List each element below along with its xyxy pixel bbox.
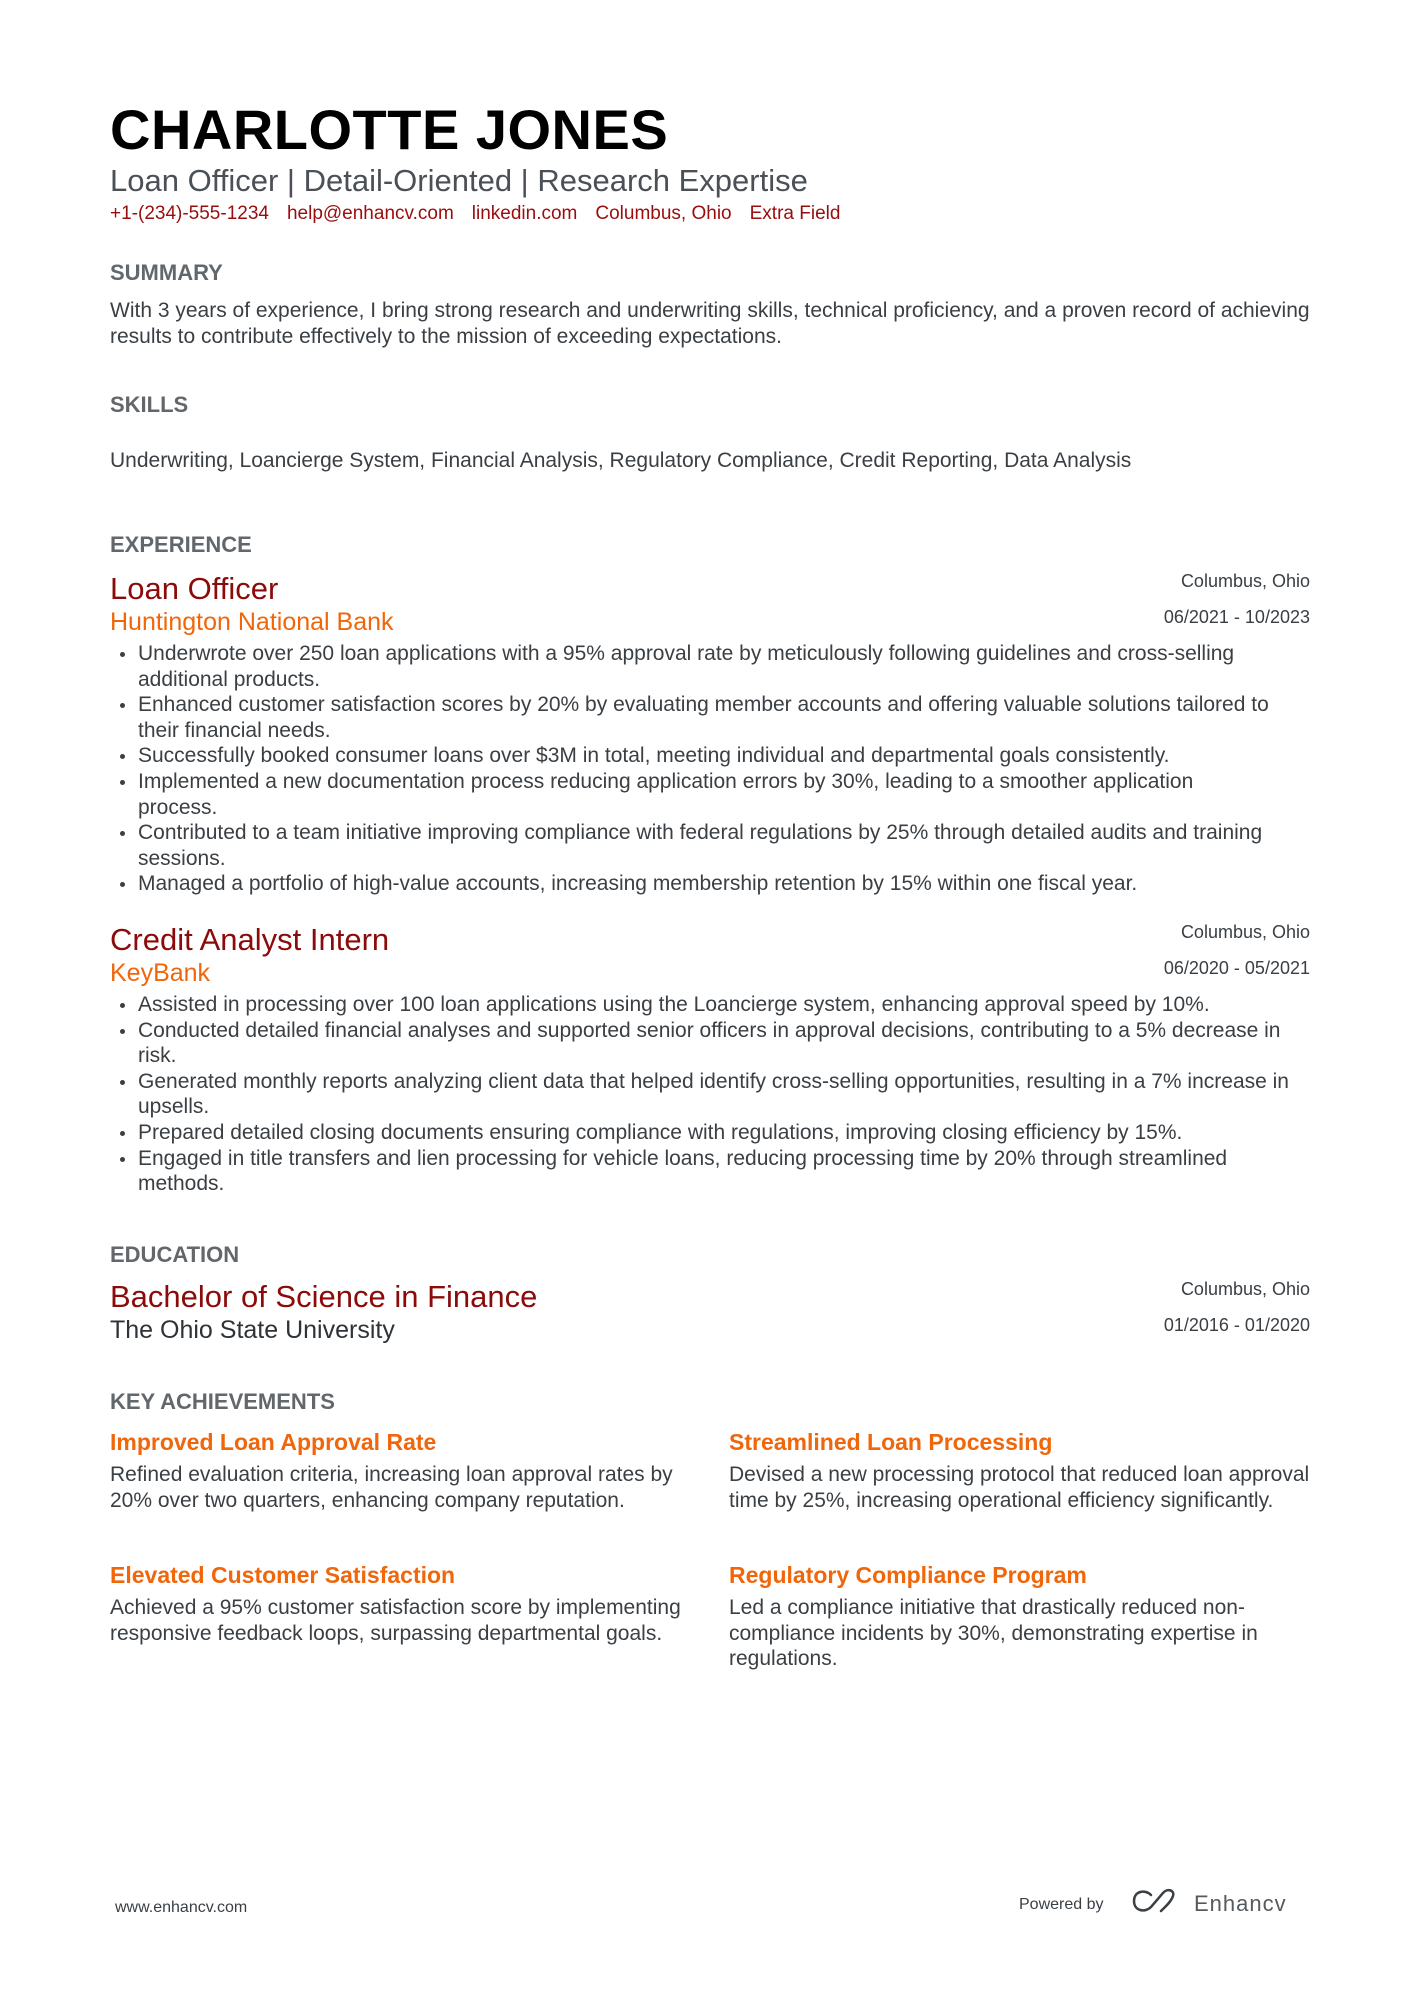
bullet: Managed a portfolio of high-value accounts, increasing membership retention by 15% within one fiscal year. bbox=[110, 871, 1270, 897]
achievement-title: Elevated Customer Satisfaction bbox=[110, 1562, 456, 1588]
achievement-text: Devised a new processing protocol that reduced loan approval time by 25%, increasing operational efficiency significantly. bbox=[729, 1463, 1310, 1512]
achievement-text: Refined evaluation criteria, increasing loan approval rates by 20% over two quarters, enhancing company reputation. bbox=[110, 1463, 673, 1512]
achievement-item bbox=[110, 1561, 700, 1646]
achievement-title: Regulatory Compliance Program bbox=[729, 1562, 1087, 1588]
bullet: Engaged in title transfers and lien processing for vehicle loans, reducing processing time by 20% through streamlined methods. bbox=[110, 1146, 1310, 1197]
linkedin-link[interactable]: linkedin.com bbox=[471, 203, 578, 224]
powered-by: Powered by bbox=[1019, 1896, 1104, 1913]
contact-bar bbox=[110, 202, 1310, 226]
job-dates: 06/2021 - 10/2023 bbox=[1163, 607, 1310, 627]
skills-heading: SKILLS bbox=[110, 392, 189, 417]
degree: Bachelor of Science in Finance bbox=[110, 1279, 538, 1314]
achievement-item bbox=[729, 1428, 1319, 1513]
headline: Loan Officer | Detail-Oriented | Research Expertise bbox=[110, 163, 808, 198]
job-bullets bbox=[110, 992, 1310, 1197]
education-entry bbox=[110, 1279, 1310, 1345]
job-dates: 06/2020 - 05/2021 bbox=[1163, 958, 1310, 978]
achievements-heading: KEY ACHIEVEMENTS bbox=[110, 1389, 335, 1414]
job-location: Columbus, Ohio bbox=[1180, 922, 1310, 942]
phone-link[interactable]: +1-(234)-555-1234 bbox=[110, 203, 269, 224]
bullet: Assisted in processing over 100 loan applications using the Loancierge system, enhancing approval speed by 10%. bbox=[110, 992, 1310, 1018]
achievement-text: Led a compliance initiative that drastically reduced non-compliance incidents by 30%, demonstrating expertise in regulations. bbox=[729, 1596, 1258, 1671]
bullet: Underwrote over 250 loan applications with a 95% approval rate by meticulously following guidelines and cross-selling additional products. bbox=[110, 641, 1270, 692]
summary-text: With 3 years of experience, I bring strong research and underwriting skills, technical proficiency, and a proven record of achieving results to contribute effectively to the mission of exceeding expectations. bbox=[110, 299, 1310, 348]
company-name: Huntington National Bank bbox=[110, 608, 394, 636]
achievement-text: Achieved a 95% customer satisfaction score by implementing responsive feedback loops, surpassing departmental goals. bbox=[110, 1596, 681, 1645]
job-bullets bbox=[110, 641, 1270, 897]
experience-heading: EXPERIENCE bbox=[110, 532, 252, 557]
website-link[interactable]: www.enhancv.com bbox=[115, 1899, 248, 1916]
achievement-title: Streamlined Loan Processing bbox=[729, 1429, 1053, 1455]
bullet: Implemented a new documentation process reducing application errors by 30%, leading to a smoother application process. bbox=[110, 769, 1270, 820]
bullet: Contributed to a team initiative improving compliance with federal regulations by 25% through detailed audits and training sessions. bbox=[110, 820, 1270, 871]
location: Columbus, Ohio bbox=[595, 203, 732, 224]
candidate-name: CHARLOTTE JONES bbox=[110, 98, 669, 161]
bullet: Conducted detailed financial analyses and supported senior officers in approval decisions, contributing to a 5% decrease in risk. bbox=[110, 1018, 1310, 1069]
company-name: KeyBank bbox=[110, 959, 211, 987]
email-link[interactable]: help@enhancv.com bbox=[286, 203, 454, 224]
enhancv-logo-icon bbox=[1131, 1885, 1181, 1917]
achievement-item bbox=[110, 1428, 700, 1513]
extra-field: Extra Field bbox=[749, 203, 841, 224]
summary-heading: SUMMARY bbox=[110, 260, 223, 285]
school: The Ohio State University bbox=[110, 1316, 395, 1344]
achievement-title: Improved Loan Approval Rate bbox=[110, 1429, 437, 1455]
brand-name: Enhancv bbox=[1194, 1891, 1287, 1916]
job-title: Credit Analyst Intern bbox=[110, 922, 390, 957]
job-entry bbox=[110, 571, 1310, 897]
bullet: Enhanced customer satisfaction scores by 20% by evaluating member accounts and offering valuable solutions tailored to their financial needs. bbox=[110, 692, 1270, 743]
education-dates: 01/2016 - 01/2020 bbox=[1163, 1315, 1310, 1335]
education-heading: EDUCATION bbox=[110, 1242, 240, 1267]
job-entry bbox=[110, 922, 1310, 1197]
job-title: Loan Officer bbox=[110, 571, 279, 606]
bullet: Successfully booked consumer loans over $3M in total, meeting individual and departmental goals consistently. bbox=[110, 743, 1270, 769]
bullet: Prepared detailed closing documents ensuring compliance with regulations, improving closing efficiency by 15%. bbox=[110, 1120, 1310, 1146]
job-location: Columbus, Ohio bbox=[1180, 571, 1310, 591]
education-location: Columbus, Ohio bbox=[1180, 1279, 1310, 1299]
skills-text: Underwriting, Loancierge System, Financial Analysis, Regulatory Compliance, Credit Reporting, Data Analysis bbox=[110, 449, 1132, 472]
bullet: Generated monthly reports analyzing client data that helped identify cross-selling opportunities, resulting in a 7% increase in upsells. bbox=[110, 1069, 1310, 1120]
achievement-item bbox=[729, 1561, 1319, 1672]
